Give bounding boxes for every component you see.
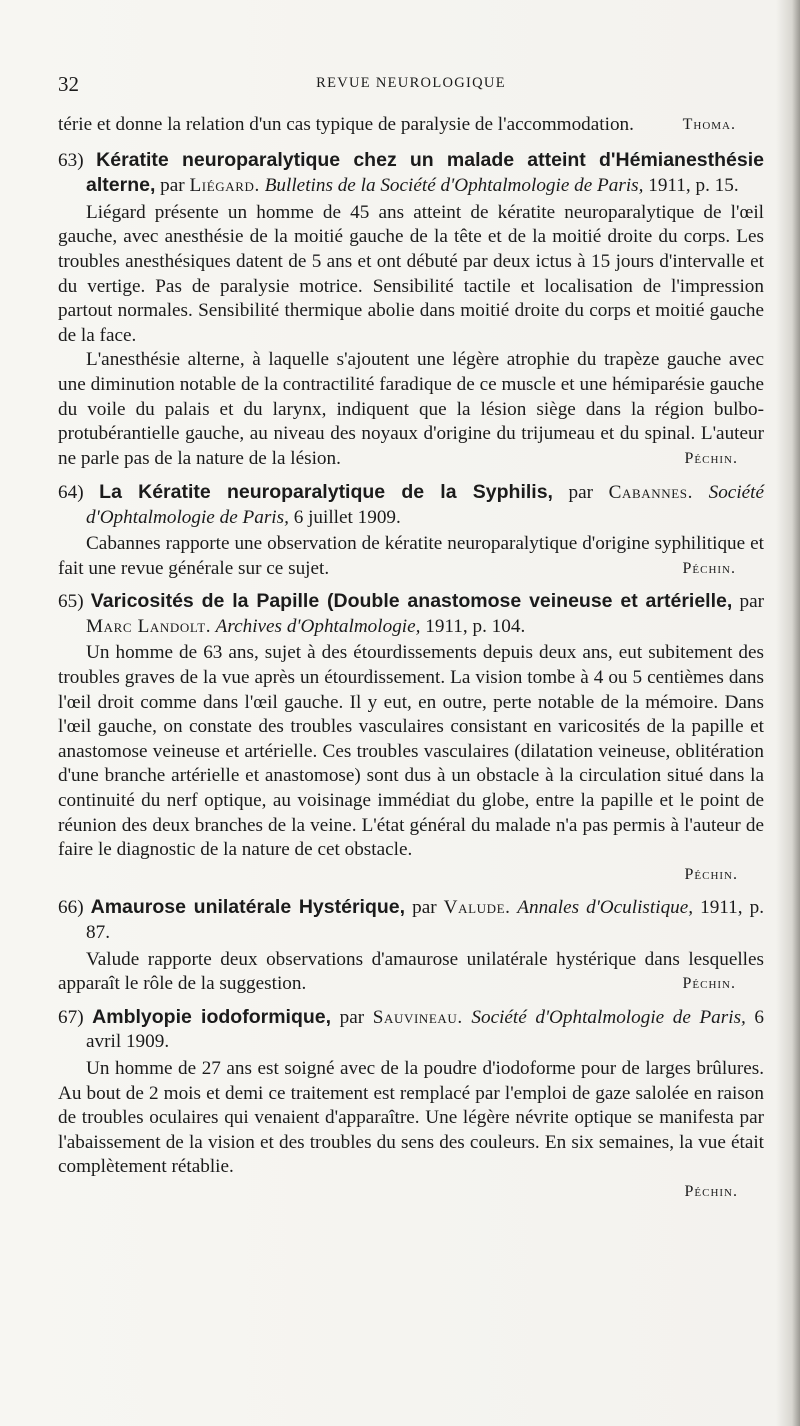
abstract-entry [58, 589, 764, 887]
entry-heading: 66) Amaurose unilatérale Hystérique, par Valude. Annales d'Oculistique, 1911, p. 87. [58, 896, 765, 943]
abstract-entry [58, 1005, 764, 1205]
entry-date: 1911, p. 87. [86, 897, 765, 943]
entry-author: Liégard. [189, 175, 260, 197]
entry-number: 63) [58, 149, 84, 171]
entry-heading: 67) Amblyopie iodoformique, par Sauvineau. Société d'Ophtalmologie de Paris, 6 avril 1909. [58, 1005, 765, 1053]
entry-date: 6 juillet 1909. [288, 506, 401, 528]
entry-paragraph: Valude rapporte deux observations d'amaurose unilatérale hystérique dans lesquelles apparaît le rôle de la suggestion. Péchin. [58, 948, 764, 997]
page-number: 32 [58, 72, 79, 96]
entry-title: Amaurose unilatérale Hystérique, [90, 896, 406, 919]
signature: Péchin. [684, 450, 738, 468]
entry-author: Valude. [443, 897, 511, 919]
entry-paragraph: L'anesthésie alterne, à laquelle s'ajoutent une légère atrophie du trapèze gauche avec une diminution notable de la contractilité faradique de ce muscle et une hémiparésie gauche du voile du palais et du larynx, indiquent que la lésion siège dans la région bulbo-protubérantielle gauche, au niveau des noyaux d'origine du trijumeau et du spinal. L'auteur ne parle pas de la nature de la lésion. [58, 349, 764, 469]
entry-number: 64) [58, 481, 84, 503]
article-body [58, 113, 764, 1205]
continuation-text: térie et donne la relation d'un cas typique de paralysie de l'accommodation. Thoma. [58, 113, 764, 138]
entry-number: 67) [58, 1006, 84, 1028]
entry-journal: Société d'Ophtalmologie de Paris, [462, 1006, 746, 1028]
entry-heading: 64) La Kératite neuroparalytique de la Syphilis, par Cabannes. Société d'Ophtalmologie de Paris, 6 juillet 1909. [58, 480, 765, 528]
entry-paragraph: Liégard présente un homme de 45 ans atteint de kératite neuroparalytique de l'œil gauche, avec anesthésie de la moitié gauche de la tête et de la moitié droite du corps. Les troubles anesthésiques datent de 5 ans et ont débuté par deux ictus à 15 jours d'intervalle et du vertige. Pas de paralysie motrice. Sensibilité tactile et localisation de l'impression partout normales. Sensibilité thermique abolie dans moitié droite du corps et moitié gauche de la face. [58, 201, 764, 346]
signature: Péchin. [684, 865, 738, 883]
entry-heading: 65) Varicosités de la Papille (Double anastomose veineuse et artérielle, par Marc Landolt. Archives d'Ophtalmologie, 1911, p. 104. [58, 590, 764, 637]
entry-heading: 63) Kératite neuroparalytique chez un malade atteint d'Hémianesthésie alterne, par Liégard. Bulletins de la Société d'Ophtalmologie de Paris, 1911, p. 15. [58, 148, 765, 197]
entry-author: Marc Landolt. [86, 615, 212, 637]
entry-title: Kératite neuroparalytique chez un malade atteint d'Hémianesthésie alterne, [86, 148, 765, 197]
entry-journal: Annales d'Oculistique, [510, 897, 694, 919]
entry-title: Amblyopie iodoformique, [92, 1005, 332, 1028]
entry-number: 66) [58, 897, 84, 919]
signature: Péchin. [682, 975, 736, 993]
entry-title: La Kératite neuroparalytique de la Syphilis, [99, 480, 553, 503]
running-title: REVUE NEUROLOGIQUE [316, 75, 506, 91]
page-header [58, 72, 764, 98]
entry-date: 1911, p. 15. [643, 175, 739, 197]
signature: Péchin. [684, 1182, 738, 1200]
entry-date: 1911, p. 104. [420, 615, 526, 637]
entry-paragraph: Un homme de 63 ans, sujet à des étourdissements depuis deux ans, eut subitement des troubles graves de la vue après un étourdissement. La vision tombe à 4 ou 5 centièmes dans l'œil droit comme dans l'œil gauche. Il y eut, en outre, perte notable de la mémoire. Dans l'œil gauche, on constate des troubles vasculaires consistant en varicosités de la papille et anastomose veineuse et artérielle. Ces troubles vasculaires (dilatation veineuse, oblitération d'une branche artérielle et anastomose) sont dus à un obstacle à la circulation situé dans la continuité du nerf optique, au voisinage immédiat du globe, entre la papille et le point de réunion des deux branches de la veine. L'état général du malade n'a pas permis à l'auteur de faire le diagnostic de la nature de cet obstacle. [58, 642, 764, 861]
entry-author: Cabannes. [608, 481, 694, 503]
abstract-entry [58, 895, 764, 996]
entry-paragraph: Un homme de 27 ans est soigné avec de la poudre d'iodoforme pour de larges brûlures. Au bout de 2 mois et demi ce traitement est remplacé par l'emploi de gaze salolée en raison de troubles oculaires qui venaient d'apparaître. Une légère névrite optique se manifesta par l'abaissement de la vision et des troubles du sens des couleurs. En six semaines, la vue était complètement rétablie. [58, 1057, 764, 1178]
entry-author: Sauvineau. [372, 1006, 463, 1028]
entry-paragraph: Cabannes rapporte une observation de kératite neuroparalytique d'origine syphilitique et fait une revue générale sur ce sujet. Péchin. [58, 532, 764, 581]
continuation-block [58, 113, 764, 138]
entry-journal: Société d'Ophtalmologie de Paris, [86, 481, 765, 528]
entry-journal: Bulletins de la Société d'Ophtalmologie de Paris, [259, 175, 644, 197]
entry-title: Varicosités de la Papille (Double anastomose veineuse et artérielle, [90, 590, 733, 613]
entry-journal: Archives d'Ophtalmologie, [211, 615, 421, 637]
entry-number: 65) [58, 591, 84, 613]
abstract-entry [58, 148, 764, 472]
entry-date: 6 avril 1909. [86, 1006, 765, 1053]
signature: Péchin. [682, 559, 736, 577]
abstract-entry [58, 480, 764, 581]
signature: Thoma. [682, 116, 736, 133]
